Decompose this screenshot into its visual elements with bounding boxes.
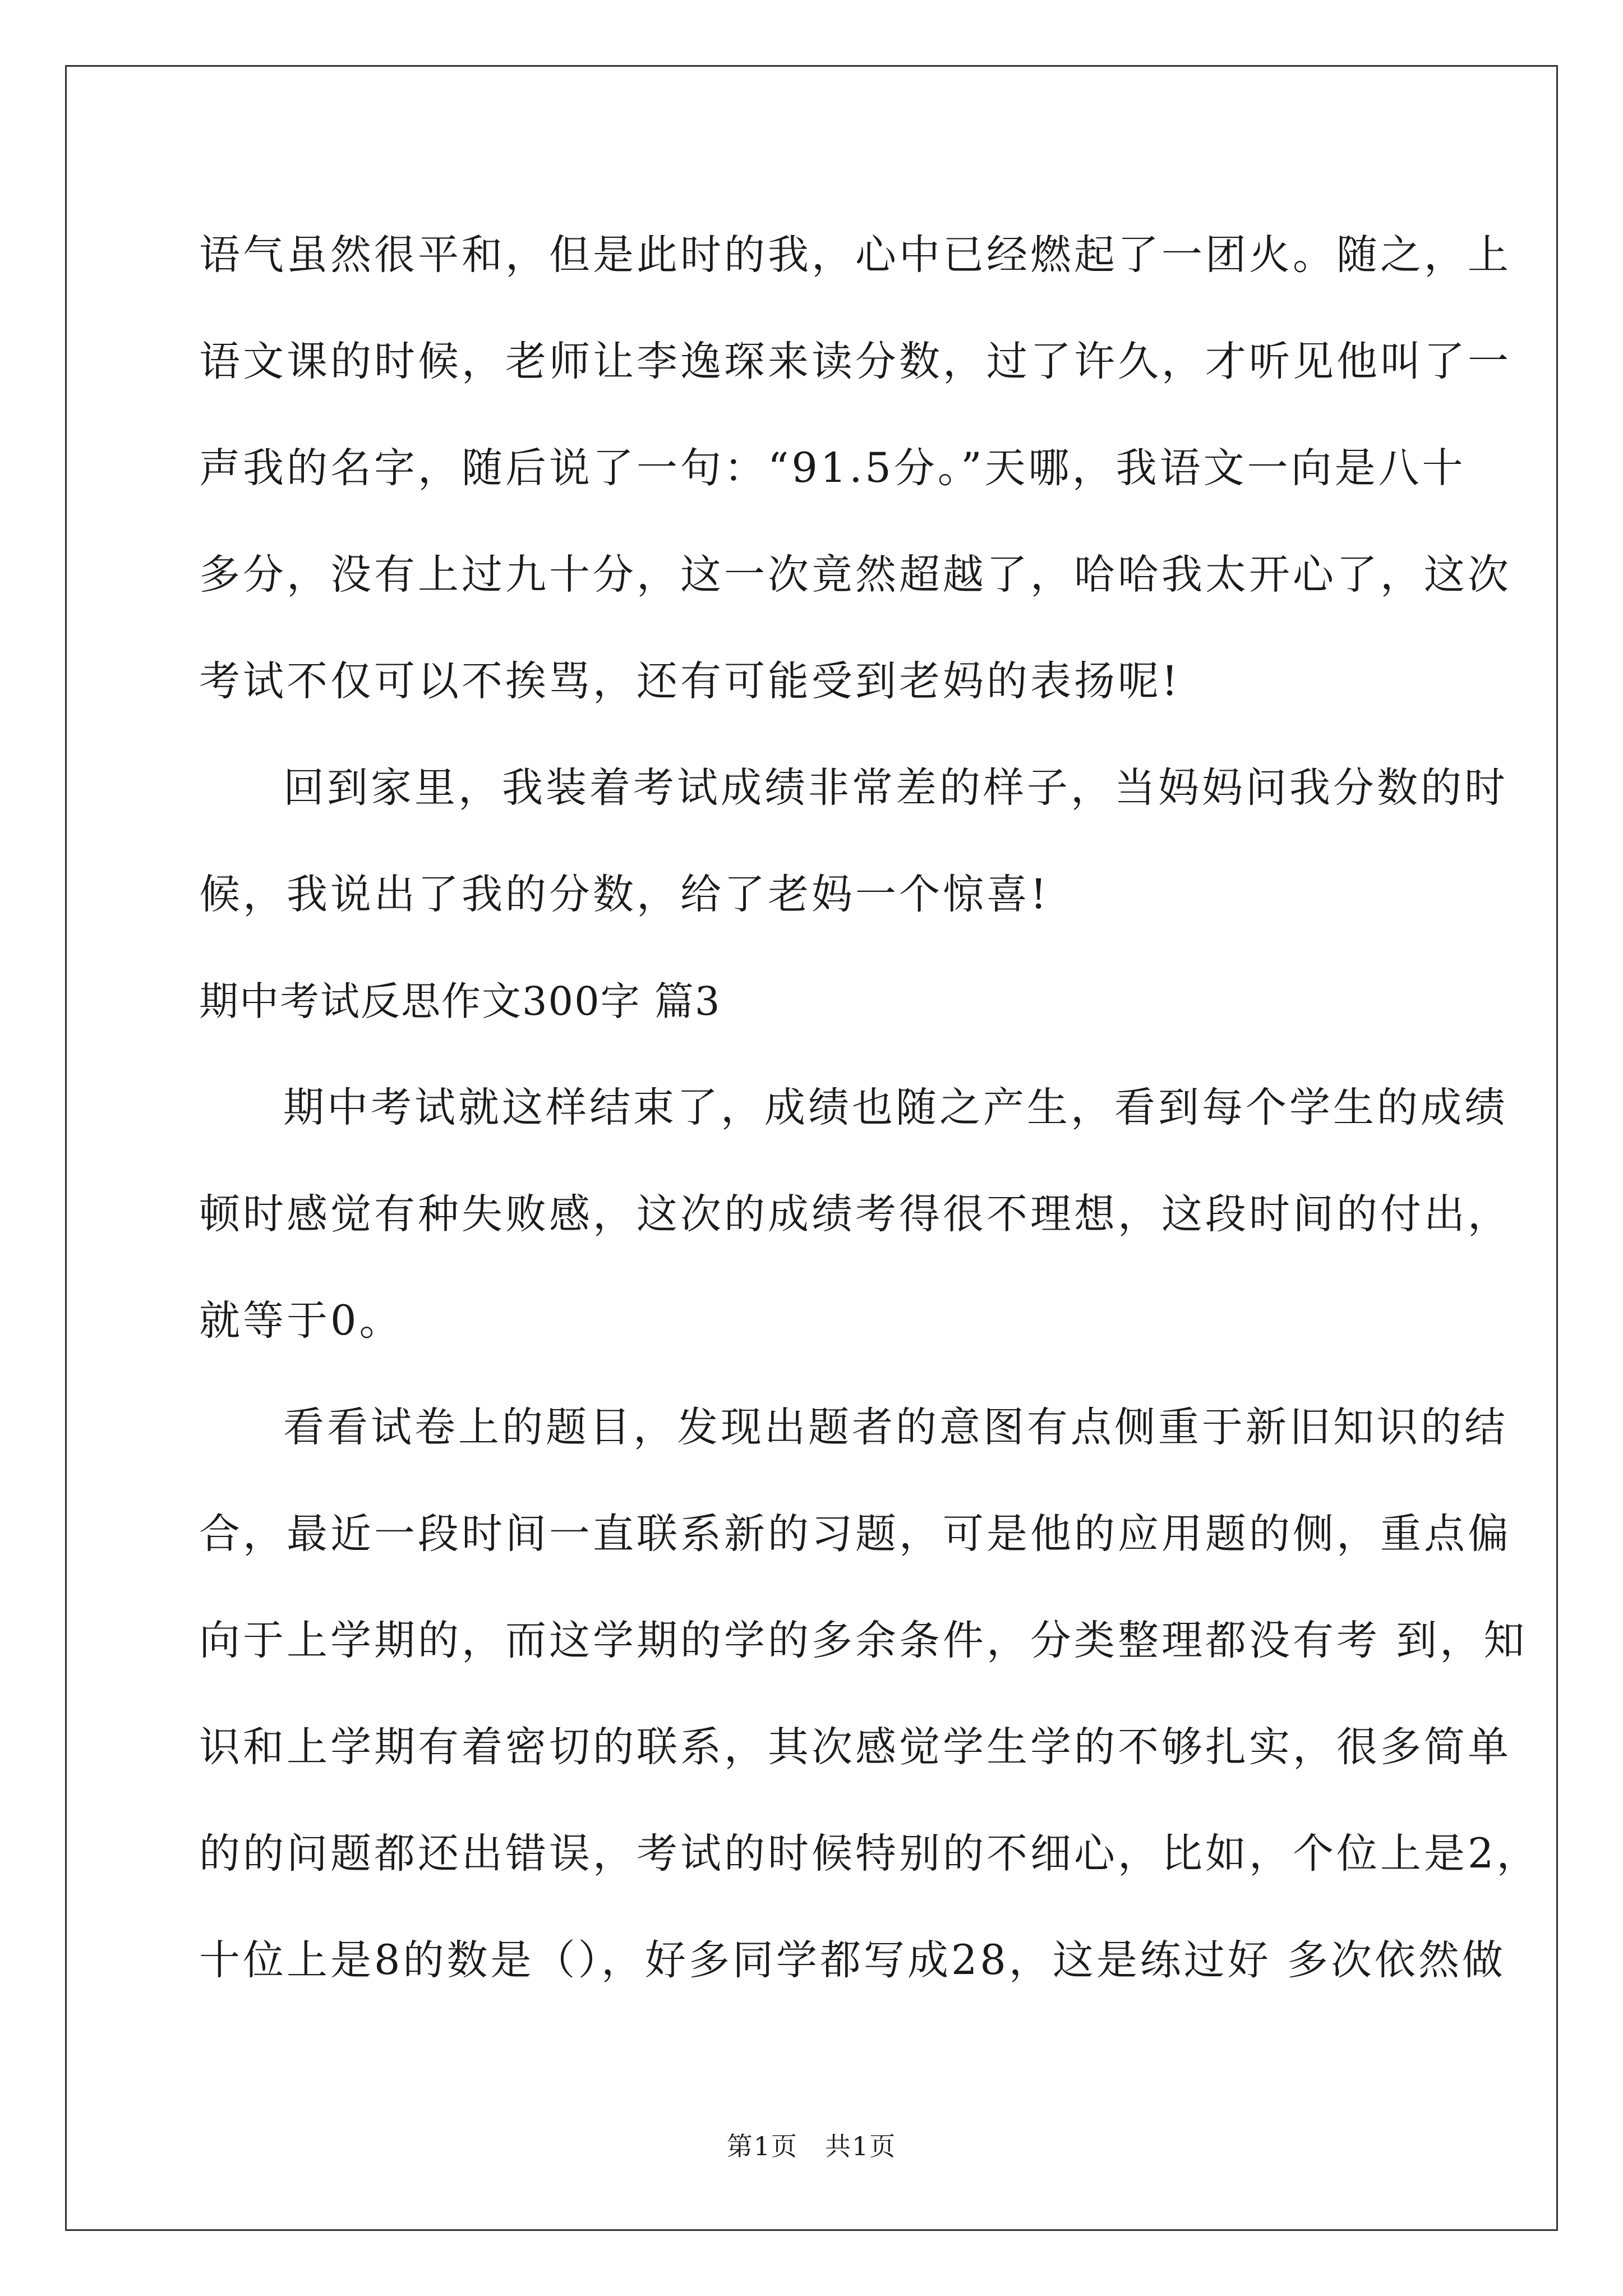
section-heading: 期中考试反思作文300字 篇3 <box>199 978 721 1024</box>
text-line: 顿时感觉有种失败感，这次的成绩考得很不理想，这段时间的付出， <box>199 1190 1511 1238</box>
text-line: 识和上学期有着密切的联系，其次感觉学生学的不够扎实，很多简单 <box>199 1723 1511 1771</box>
text-line: 语气虽然很平和，但是此时的我，心中已经燃起了一团火。随之，上 <box>199 231 1511 279</box>
paragraph-start-line: 回到家里，我装着考试成绩非常差的样子，当妈妈问我分数的时 <box>283 764 1508 812</box>
text-line: 多分，没有上过九十分，这一次竟然超越了，哈哈我太开心了，这次 <box>199 551 1511 599</box>
text-line: 语文课的时候，老师让李逸琛来读分数，过了许久，才听见他叫了一 <box>199 338 1511 385</box>
text-line: 合，最近一段时间一直联系新的习题，可是他的应用题的侧，重点偏 <box>199 1510 1511 1558</box>
text-line: 的的问题都还出错误，考试的时候特别的不细心，比如，个位上是2， <box>199 1830 1541 1878</box>
text-line: 向于上学期的，而这学期的学的多余条件，分类整理都没有考 到，知 <box>199 1617 1528 1664</box>
paragraph-start-line: 期中考试就这样结束了，成绩也随之产生，看到每个学生的成绩 <box>283 1084 1508 1131</box>
text-line: 就等于0。 <box>199 1297 403 1345</box>
document-body <box>199 213 1541 2025</box>
text-line: 候，我说出了我的分数，给了老妈一个惊喜! <box>199 871 1050 918</box>
text-line: 十位上是8的数是（），好多同学都写成28，这是练过好 多次依然做 <box>199 1936 1506 1984</box>
text-line: 声我的名字，随后说了一句：“91.5分。”天哪，我语文一向是八十 <box>199 444 1466 492</box>
page-footer: 第1页 共1页 <box>726 2131 897 2161</box>
paragraph-start-line: 看看试卷上的题目，发现出题者的意图有点侧重于新旧知识的结 <box>283 1404 1508 1451</box>
text-line: 考试不仅可以不挨骂，还有可能受到老妈的表扬呢! <box>199 657 1181 705</box>
